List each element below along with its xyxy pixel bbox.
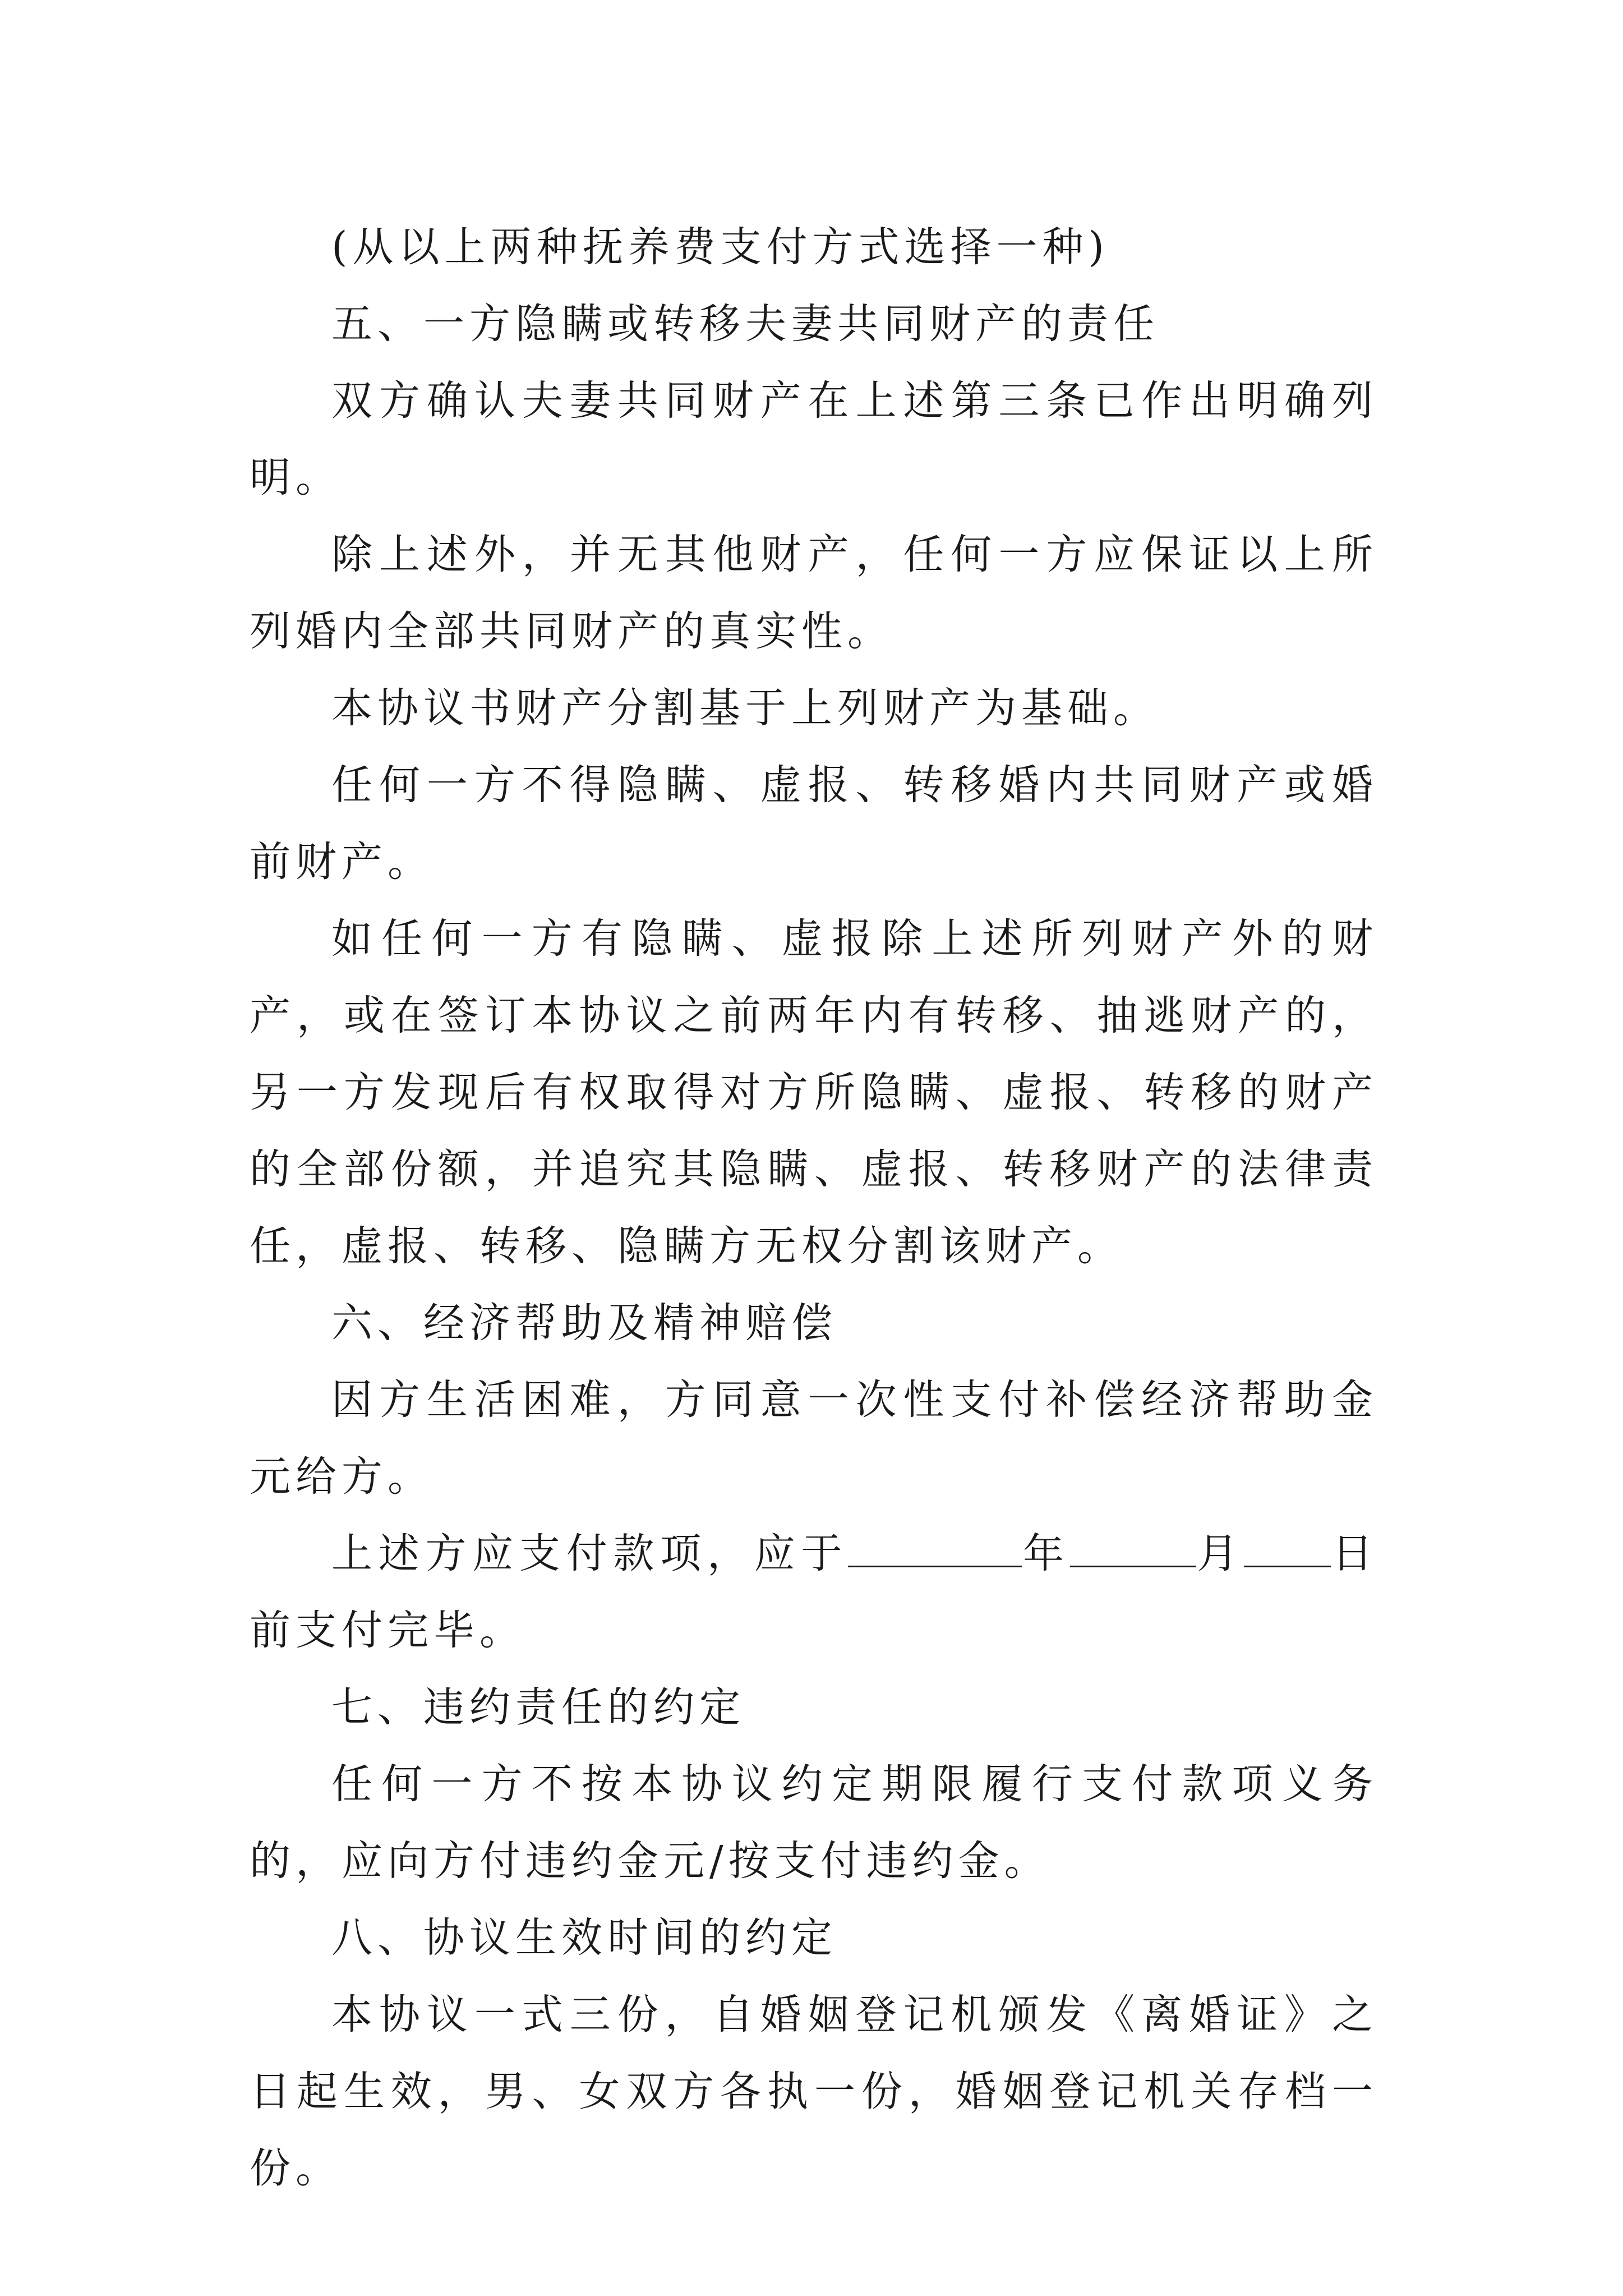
year-label: 年 — [1022, 1530, 1070, 1577]
month-label: 月 — [1196, 1530, 1244, 1577]
section-heading-five: 五、一方隐瞒或转移夫妻共同财产的责任 — [331, 300, 1159, 348]
document-body — [250, 209, 1378, 2207]
paragraph-payment-choice-note: (从以上两种抚养费支付方式选择一种) — [331, 223, 1109, 271]
paragraph-no-other-property: 除上述外，并无其他财产，任何一方应保证以上所列婚内全部共同财产的真实性。 — [250, 531, 1378, 655]
paragraph-concealment-liability: 如任何一方有隐瞒、虚报除上述所列财产外的财产，或在签订本协议之前两年内有转移、抽逃财产的，另一方发现后有权取得对方所隐瞒、虚报、转移的财产的全部份额，并追究其隐瞒、虚报、转移财产的法律责任，虚报、转移、隐瞒方无权分割该财产。 — [250, 915, 1378, 1270]
section-heading-eight: 八、协议生效时间的约定 — [331, 1914, 837, 1962]
day-label: 日前支付完毕。 — [250, 1530, 1378, 1654]
section-heading-six: 六、经济帮助及精神赔偿 — [331, 1299, 837, 1347]
day-blank-line — [1244, 1526, 1331, 1567]
paragraph-division-basis: 本协议书财产分割基于上列财产为基础。 — [331, 684, 1159, 732]
paragraph-no-concealment: 任何一方不得隐瞒、虚报、转移婚内共同财产或婚前财产。 — [250, 761, 1378, 886]
paragraph-effective-date: 本协议一式三份，自婚姻登记机颁发《离婚证》之日起生效，男、女双方各执一份，婚姻登记机关存档一份。 — [250, 1991, 1378, 2192]
paragraph-breach-penalty: 任何一方不按本协议约定期限履行支付款项义务的，应向方付违约金元/按支付违约金。 — [250, 1760, 1378, 1885]
paragraph-property-confirmed: 双方确认夫妻共同财产在上述第三条已作出明确列明。 — [250, 377, 1378, 501]
month-blank-line — [1070, 1526, 1196, 1567]
paragraph-payment-deadline — [250, 1515, 1378, 1669]
section-heading-seven: 七、违约责任的约定 — [331, 1683, 745, 1731]
paragraph-economic-assistance: 因方生活困难，方同意一次性支付补偿经济帮助金元给方。 — [250, 1376, 1378, 1501]
payment-deadline-prefix: 上述方应支付款项，应于 — [331, 1530, 849, 1577]
year-blank-line — [848, 1526, 1022, 1567]
